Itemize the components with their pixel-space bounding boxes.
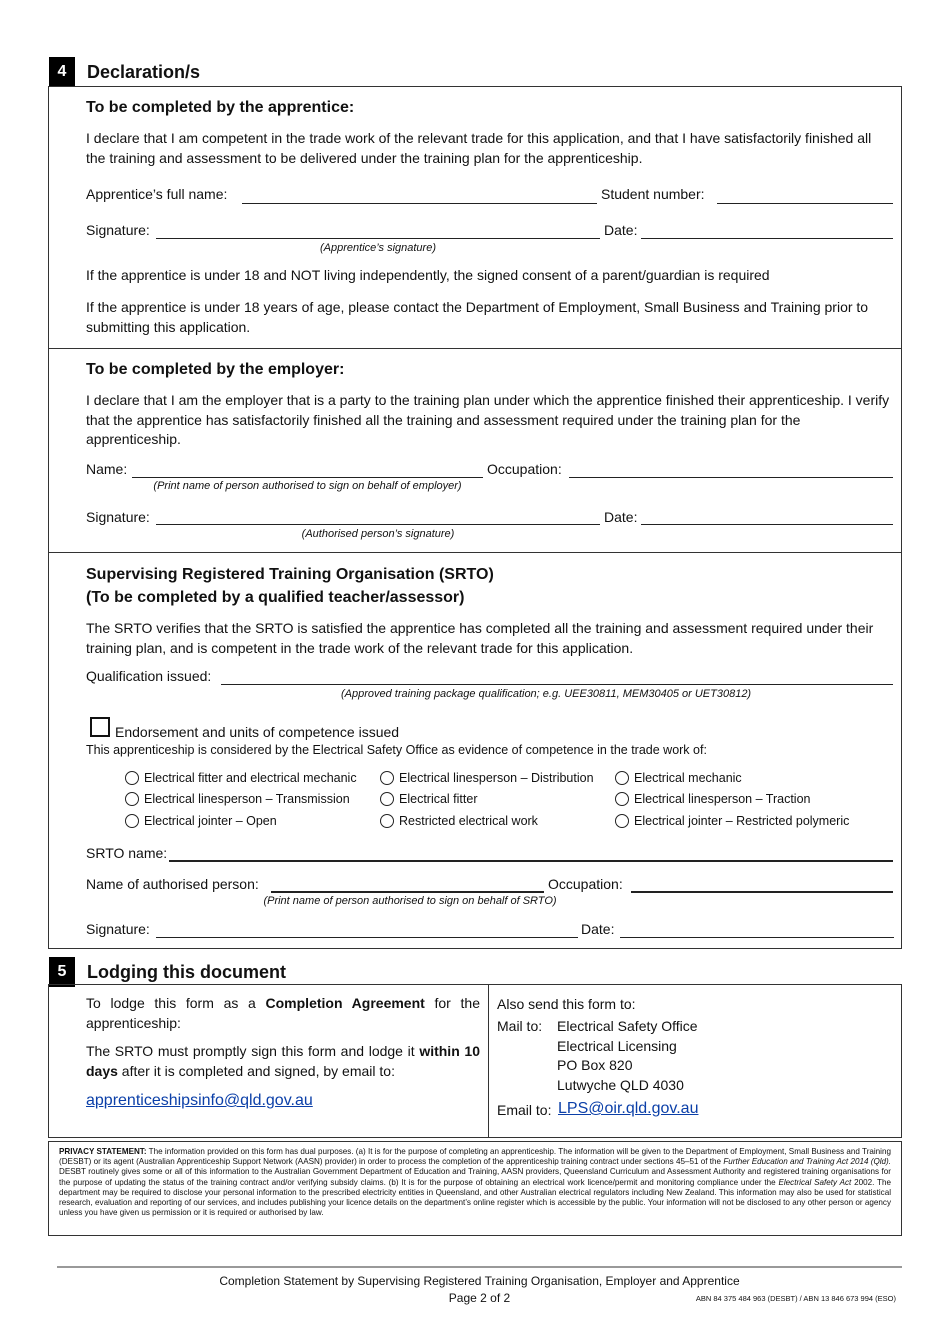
section-number: 4 [49,57,75,87]
apprentice-name-label: Apprentice’s full name: [86,186,228,202]
student-number-label: Student number: [601,186,705,202]
apprentice-note-under18: If the apprentice is under 18 years of age, please contact the Department of Employment, Small Business and Training prior to submitting this application. [86,299,869,335]
qualification-caption: (Approved training package qualification; e.g. UEE30811, MEM30405 or UET30812) [341,688,752,700]
option-electrical-fitter-mechanic[interactable]: Electrical fitter and electrical mechanic [125,771,357,785]
srto-name-label: SRTO name: [86,845,168,861]
option-jointer-open[interactable]: Electrical jointer – Open [125,814,277,828]
endorsement-label: Endorsement and units of competence issued [115,724,400,740]
authorised-person-caption: (Print name of person authorised to sign on behalf of SRTO) [263,895,557,907]
employer-occupation-label: Occupation: [487,461,562,477]
employer-name-caption: (Print name of person authorised to sign on behalf of employer) [153,480,462,492]
section-number: 5 [49,957,75,987]
option-linesperson-traction[interactable]: Electrical linesperson – Traction [615,792,810,806]
employer-signature-caption: (Authorised person’s signature) [301,528,455,540]
radio-button[interactable] [615,814,629,828]
footer-title: Completion Statement by Supervising Registered Training Organisation, Employer and Apprentice [219,1274,740,1288]
srto-signature-label: Signature: [86,921,150,937]
radio-button[interactable] [615,792,629,806]
option-linesperson-distribution[interactable]: Electrical linesperson – Distribution [380,771,594,785]
lodge-instructions: To lodge this form as a Completion Agreement for the apprenticeship: [86,995,480,1031]
employer-signature-field[interactable] [156,524,600,525]
email-to-label: Email to: [497,1102,552,1118]
divider [488,984,489,1138]
section-title: Lodging this document [87,962,286,982]
option-electrical-mechanic[interactable]: Electrical mechanic [615,771,742,785]
apprentice-signature-caption: (Apprentice’s signature) [320,242,436,254]
apprenticeships-email-link[interactable]: apprenticeshipsinfo@qld.gov.au [86,1092,313,1109]
employer-name-label: Name: [86,461,128,477]
radio-button[interactable] [380,814,394,828]
qualification-label: Qualification issued: [86,668,212,684]
student-number-field[interactable] [717,203,893,204]
apprentice-name-field[interactable] [242,203,597,204]
address-line: Electrical Safety Office [557,1018,698,1034]
option-restricted-electrical-work[interactable]: Restricted electrical work [380,814,538,828]
mail-to-label: Mail to: [497,1018,543,1034]
apprentice-heading: To be completed by the apprentice: [86,99,355,116]
apprentice-date-label: Date: [604,222,638,238]
authorised-person-label: Name of authorised person: [86,876,259,892]
employer-occupation-field[interactable] [569,477,893,478]
endorsement-note: This apprenticeship is considered by the Electrical Safety Office as evidence of competence in the trade work of: [86,743,707,757]
also-send-label: Also send this form to: [497,996,636,1012]
privacy-box [48,1141,902,1236]
radio-button[interactable] [380,792,394,806]
lodge-deadline: The SRTO must promptly sign this form and lodge it within 10 days after it is completed and signed, by email to: [86,1043,480,1079]
srto-heading: Supervising Registered Training Organisation (SRTO) [86,566,494,583]
option-linesperson-transmission[interactable]: Electrical linesperson – Transmission [125,792,350,806]
privacy-statement: PRIVACY STATEMENT: The information provided on this form has dual purposes. (a) It is for the purpose of completing an apprenticeship. The information will be given to the Department of Employment, Small Business and Training (DESBT) or its agent (Australian Apprenticeship Support Network (AASN) provider) in order to process the completion of the apprenticeship training contract under sections 45–51 of the Further Education and Training Act 2014 (Qld). DESBT routinely gives some or all of this information to the Australian Government Department of Education and Training, AASN providers, Queensland Curriculum and Assessment Authority and registered training organisations for the purpose of updating the status of the training contract and/or verifying subsidy claims. (b) It is for the purpose of obtaining an electrical work licence/permit and monitoring compliance under the Electrical Safety Act 2002. The department may be required to disclose your personal information to the prescribed electricity entities in Queensland, and other Australian electrical regulators including New Zealand. This information may also be used for statistical research, evaluation and reporting of our services, and includes publishing your licence details on the department’s online register which is accessible by the public. Your information will not be disclosed to any other person or agency unless you have given us permission or it is required or authorised by law. [59,1147,891,1218]
qualification-field[interactable] [221,684,893,685]
option-jointer-restricted-polymeric[interactable]: Electrical jointer – Restricted polymeric [615,814,849,828]
employer-date-label: Date: [604,509,638,525]
option-electrical-fitter[interactable]: Electrical fitter [380,792,478,806]
srto-subheading: (To be completed by a qualified teacher/assessor) [86,589,465,606]
authorised-person-field[interactable] [271,891,544,893]
radio-button[interactable] [125,814,139,828]
endorsement-checkbox[interactable] [90,717,110,737]
employer-date-field[interactable] [641,524,893,525]
srto-date-field[interactable] [620,937,894,938]
srto-occupation-label: Occupation: [548,876,623,892]
apprentice-signature-label: Signature: [86,222,150,238]
abn-text: ABN 84 375 484 963 (DESBT) / ABN 13 846 673 994 (ESO) [695,1294,896,1303]
apprentice-note-guardian: If the apprentice is under 18 and NOT living independently, the signed consent of a parent/guardian is required [86,267,770,283]
page-number: Page 2 of 2 [448,1291,511,1305]
footer-rule [57,1266,902,1268]
apprentice-declaration: I declare that I am competent in the trade work of the relevant trade for this application, and that I have satisfactorily finished all the training and assessment to be delivered under the training plan for the apprenticeship. [86,130,872,166]
divider [48,348,902,349]
srto-name-field[interactable] [169,860,893,862]
radio-button[interactable] [615,771,629,785]
address-line: Lutwyche QLD 4030 [557,1077,684,1093]
srto-declaration: The SRTO verifies that the SRTO is satisfied the apprentice has completed all the training and assessment required under their training plan, and is competent in the trade work of the relevant trade for this application. [86,620,874,656]
radio-button[interactable] [125,792,139,806]
apprentice-date-field[interactable] [641,238,893,239]
srto-signature-field[interactable] [156,937,578,938]
radio-button[interactable] [125,771,139,785]
srto-date-label: Date: [581,921,615,937]
employer-name-field[interactable] [132,477,483,478]
srto-occupation-field[interactable] [631,891,893,893]
apprentice-signature-field[interactable] [156,238,600,239]
lps-email-link[interactable]: LPS@oir.qld.gov.au [558,1100,699,1117]
radio-button[interactable] [380,771,394,785]
divider [48,552,902,553]
employer-signature-label: Signature: [86,509,150,525]
address-line: Electrical Licensing [557,1038,677,1054]
employer-heading: To be completed by the employer: [86,361,345,378]
employer-declaration: I declare that I am the employer that is a party to the training plan under which the apprentice finished their apprenticeship. I verify that the apprentice has satisfactorily finished all the training and assessment required under the training plan for the apprenticeship. [86,392,890,447]
address-line: PO Box 820 [557,1057,633,1073]
section-title: Declaration/s [87,62,201,82]
